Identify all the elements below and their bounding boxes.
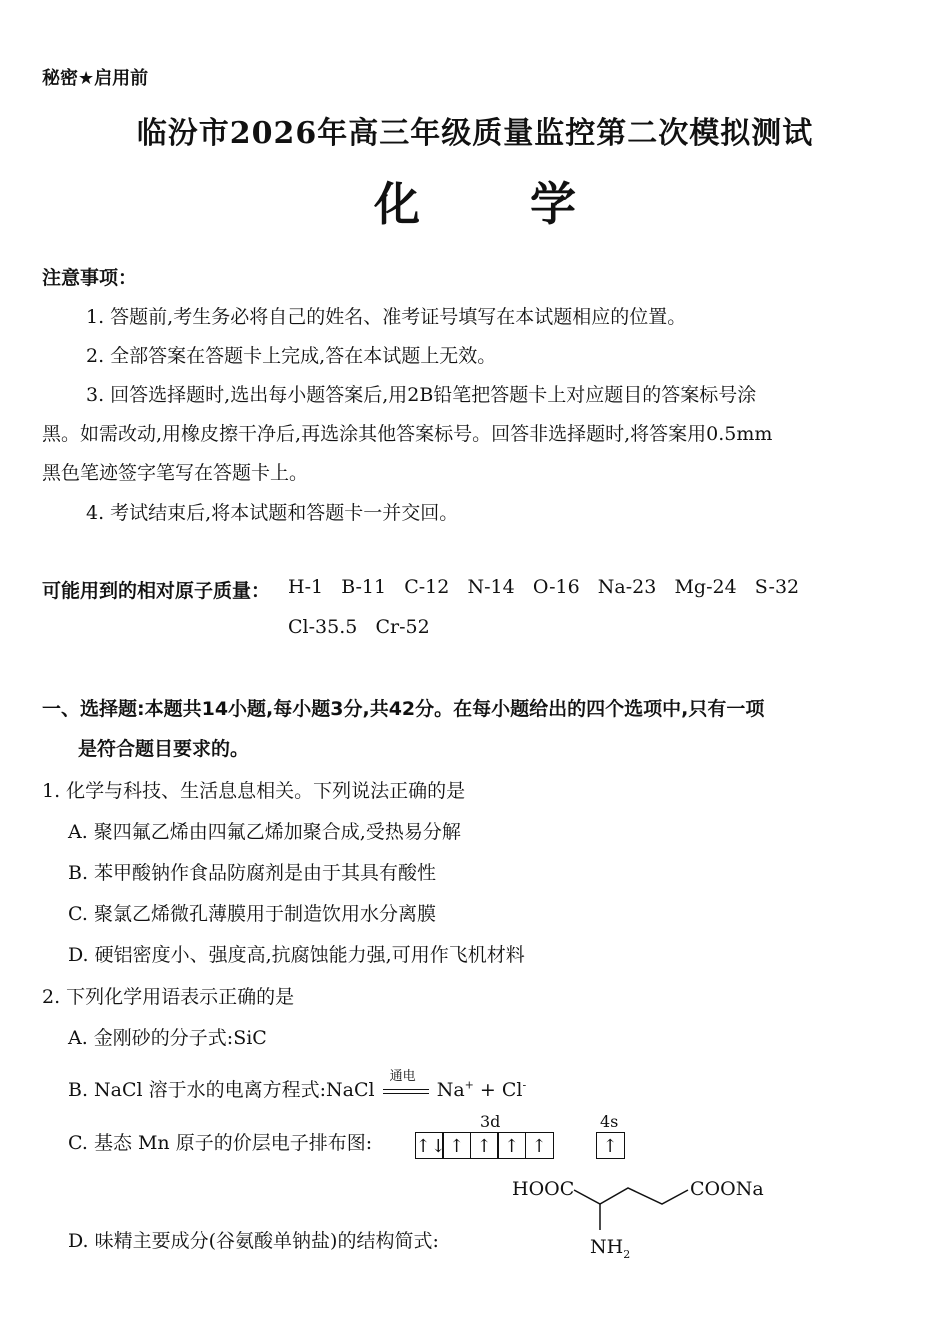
q2-option-d: D. 味精主要成分(谷氨酸单钠盐)的结构简式: — [68, 1230, 439, 1252]
orbital-box: ↑ — [525, 1132, 554, 1159]
q1-option-a: A. 聚四氟乙烯由四氟乙烯加聚合成,受热易分解 — [68, 821, 461, 843]
arrow-condition: 通电 — [389, 1069, 416, 1084]
orbital-box: ↑ — [596, 1132, 625, 1159]
q2-option-b — [68, 1069, 527, 1102]
struct-hooc: HOOC — [512, 1178, 575, 1200]
notice-item: 黑。如需改动,用橡皮擦干净后,再选涂其他答案标号。回答非选择题时,将答案用0.5mm — [42, 423, 773, 445]
section-heading: 一、选择题:本题共14小题,每小题3分,共42分。在每小题给出的四个选项中,只有一项 — [42, 698, 765, 720]
notice-item: 3. 回答选择题时,选出每小题答案后,用2B铅笔把答题卡上对应题目的答案标号涂 — [86, 384, 757, 406]
masses-line-2: Cl-35.5 Cr-52 — [288, 616, 430, 638]
orbital-4s-label: 4s — [600, 1112, 619, 1131]
orbital-4s-boxes — [597, 1132, 625, 1159]
masses-label: 可能用到的相对原子质量： — [42, 580, 271, 602]
orbital-3d-label: 3d — [480, 1112, 501, 1131]
charge-plus: + — [464, 1078, 474, 1092]
secret-label: 秘密★启用前 — [42, 68, 149, 89]
q1-option-c: C. 聚氯乙烯微孔薄膜用于制造饮用水分离膜 — [68, 903, 436, 925]
skeleton-bonds — [512, 1170, 792, 1270]
orbital-box: ↑ — [497, 1132, 526, 1159]
q2-b-prefix: B. NaCl 溶于水的电离方程式:NaCl — [68, 1079, 375, 1101]
notice-item: 1. 答题前,考生务必将自己的姓名、准考证号填写在本试题相应的位置。 — [86, 306, 687, 328]
charge-minus: - — [522, 1078, 527, 1092]
struct-coona: COONa — [690, 1178, 764, 1200]
question-1-stem: 1. 化学与科技、生活息息相关。下列说法正确的是 — [42, 780, 466, 802]
glutamate-structure — [512, 1170, 792, 1270]
electrolysis-arrow — [381, 1069, 431, 1101]
q1-option-d: D. 硬铝密度小、强度高,抗腐蚀能力强,可用作飞机材料 — [68, 944, 525, 966]
q2-option-c: C. 基态 Mn 原子的价层电子排布图: — [68, 1132, 373, 1154]
orbital-box: ↑↓ — [415, 1132, 444, 1159]
question-2-stem: 2. 下列化学用语表示正确的是 — [42, 986, 295, 1008]
subject-title: 化学 — [374, 177, 686, 231]
orbital-3d-boxes — [416, 1132, 554, 1159]
section-heading-cont: 是符合题目要求的。 — [78, 738, 250, 760]
notice-heading: 注意事项： — [42, 267, 138, 289]
orbital-box: ↑ — [470, 1132, 499, 1159]
struct-nh2: $NH_2$ — [590, 1236, 631, 1261]
masses-line-1: H-1 B-11 C-12 N-14 O-16 Na-23 Mg-24 S-32 — [288, 576, 800, 598]
orbital-box: ↑ — [442, 1132, 471, 1159]
notice-item: 2. 全部答案在答题卡上完成,答在本试题上无效。 — [86, 345, 497, 367]
q2-b-cl: + Cl — [473, 1079, 523, 1101]
q1-option-b: B. 苯甲酸钠作食品防腐剂是由于其具有酸性 — [68, 862, 437, 884]
q2-b-na: Na — [436, 1079, 465, 1101]
q2-option-a: A. 金刚砂的分子式:SiC — [68, 1027, 267, 1049]
exam-title: 临汾市2026年高三年级质量监控第二次模拟测试 — [136, 116, 814, 151]
notice-item: 黑色笔迹签字笔写在答题卡上。 — [42, 462, 309, 484]
notice-item: 4. 考试结束后,将本试题和答题卡一并交回。 — [86, 502, 459, 524]
